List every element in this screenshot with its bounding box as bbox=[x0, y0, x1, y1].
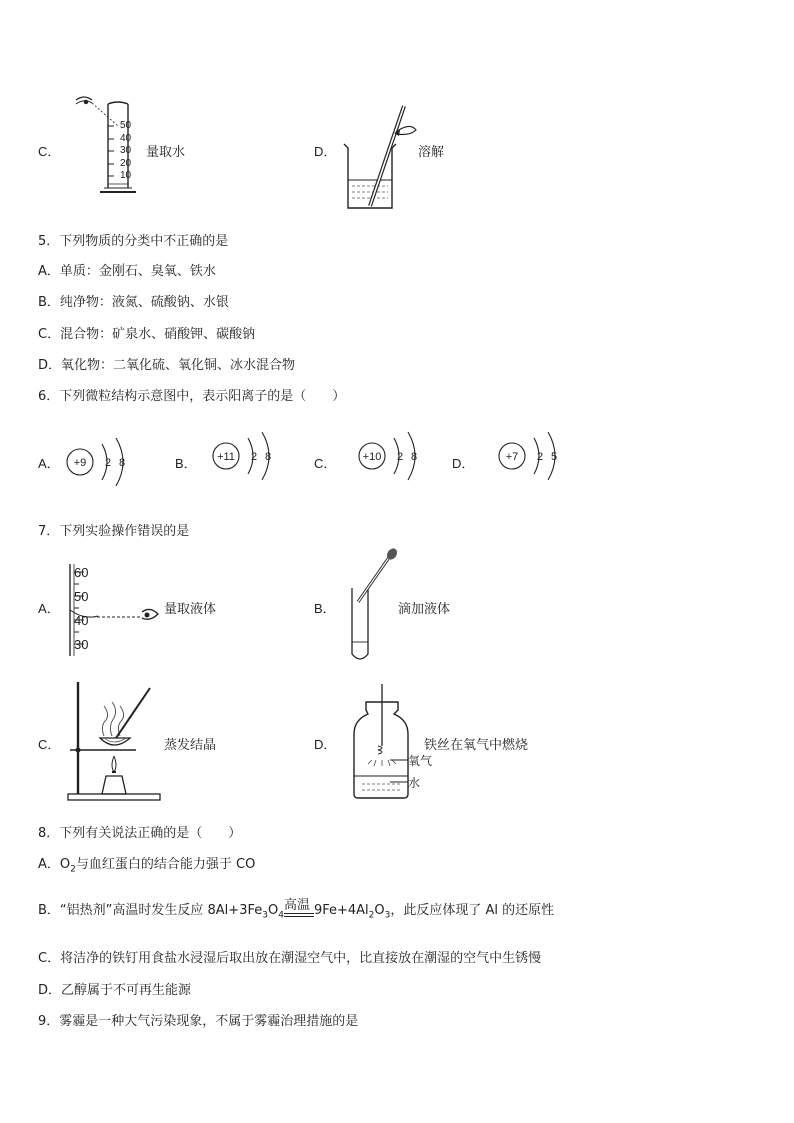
q7-c-letter: C． bbox=[38, 737, 61, 752]
callout-lines bbox=[390, 758, 410, 788]
nucleus-charge: +10 bbox=[362, 451, 382, 463]
q8-b-text: O bbox=[267, 903, 279, 918]
q4-d-caption: 溶解 bbox=[418, 145, 445, 160]
q5-stem: 5．下列物质的分类中不正确的是 bbox=[38, 234, 229, 249]
q7-stem: 7．下列实验操作错误的是 bbox=[38, 524, 190, 539]
tick-label: 50 bbox=[74, 589, 89, 604]
subscript: 2 bbox=[70, 864, 76, 875]
q6-stem: 6．下列微粒结构示意图中，表示阳离子的是（ ） bbox=[38, 389, 346, 404]
q4-c-letter: C． bbox=[38, 144, 61, 159]
shell-electrons: 2 bbox=[537, 451, 544, 463]
shell-electrons: 8 bbox=[265, 451, 272, 463]
shell-electrons: 2 bbox=[397, 451, 404, 463]
nucleus-charge: +7 bbox=[505, 451, 519, 463]
q8-option-b bbox=[38, 899, 554, 921]
shell-electrons: 2 bbox=[105, 457, 112, 469]
shell-electrons: 2 bbox=[251, 451, 258, 463]
q8-option-d: D．乙醇属于不可再生能源 bbox=[38, 983, 192, 998]
q6-b-letter: B． bbox=[175, 456, 197, 471]
label-oxygen: 氧气 bbox=[408, 754, 433, 768]
shell-electrons: 8 bbox=[411, 451, 418, 463]
atom-structure-a bbox=[62, 430, 132, 494]
q5-option-d: D．氧化物：二氧化硫、氧化铜、冰水混合物 bbox=[38, 358, 296, 373]
tick-label: 40 bbox=[120, 133, 132, 144]
q7-d-letter: D． bbox=[314, 737, 337, 752]
evaporation-stand-figure bbox=[64, 678, 164, 806]
q8-option-a bbox=[38, 853, 255, 875]
q5-option-a: A．单质：金刚石、臭氧、铁水 bbox=[38, 264, 216, 279]
q4-d-letter: D． bbox=[314, 144, 337, 159]
graduated-cylinder-figure bbox=[70, 92, 150, 202]
tick-label: 50 bbox=[120, 120, 132, 131]
tick-label: 20 bbox=[120, 158, 132, 169]
shell-electrons: 5 bbox=[551, 451, 558, 463]
tick-label: 60 bbox=[74, 565, 89, 580]
q7-a-caption: 量取液体 bbox=[164, 602, 217, 617]
q8-b-text: 9Fe+4Al bbox=[313, 903, 369, 918]
tick-label: 40 bbox=[74, 613, 89, 628]
q7-c-caption: 蒸发结晶 bbox=[164, 738, 217, 753]
subscript: 2 bbox=[368, 910, 375, 921]
label-water: 水 bbox=[408, 776, 421, 790]
atom-structure-d bbox=[494, 424, 564, 488]
q8-option-c: C．将洁净的铁钉用食盐水浸湿后取出放在潮湿空气中，比直接放在潮湿的空气中生锈慢 bbox=[38, 951, 542, 966]
eye-icon bbox=[76, 97, 92, 104]
q6-d-letter: D． bbox=[452, 456, 475, 471]
q6-a-letter: A． bbox=[38, 456, 60, 471]
atom-structure-b bbox=[208, 424, 278, 488]
q4-c-caption: 量取水 bbox=[146, 145, 186, 160]
tick-label: 10 bbox=[120, 170, 132, 181]
q8-a-text: 与血红蛋白的结合能力强于 CO bbox=[75, 857, 256, 872]
nucleus-charge: +11 bbox=[217, 451, 235, 463]
subscript: 3 bbox=[262, 910, 268, 921]
beaker-stir-figure bbox=[340, 100, 420, 212]
q5-option-c: C．混合物：矿泉水、硝酸钾、碳酸钠 bbox=[38, 327, 256, 342]
dropper-testtube-figure bbox=[340, 546, 400, 666]
q8-b-text: B．“铝热剂”高温时发生反应 8Al+3Fe bbox=[38, 903, 263, 918]
q8-a-text: A．O bbox=[38, 857, 71, 872]
q7-d-caption: 铁丝在氧气中燃烧 bbox=[424, 738, 529, 753]
subscript: 4 bbox=[278, 910, 284, 921]
measure-liquid-figure bbox=[62, 560, 172, 660]
q7-a-letter: A． bbox=[38, 601, 60, 616]
q9-stem: 9．雾霾是一种大气污染现象，不属于雾霾治理措施的是 bbox=[38, 1014, 359, 1029]
eye-icon bbox=[142, 609, 158, 619]
q7-b-caption: 滴加液体 bbox=[398, 602, 451, 617]
subscript: 3 bbox=[384, 910, 391, 921]
q8-b-text: O bbox=[374, 903, 385, 918]
q8-b-text: ，此反应体现了 Al 的还原性 bbox=[390, 903, 555, 918]
tick-label: 30 bbox=[74, 637, 89, 652]
nucleus-charge: +9 bbox=[73, 457, 87, 469]
atom-structure-c bbox=[354, 424, 424, 488]
q6-c-letter: C． bbox=[314, 456, 337, 471]
q7-b-letter: B． bbox=[314, 601, 336, 616]
reaction-condition: 高温 bbox=[283, 898, 310, 913]
tick-label: 30 bbox=[120, 145, 132, 156]
q8-stem: 8．下列有关说法正确的是（ ） bbox=[38, 826, 242, 841]
shell-electrons: 8 bbox=[119, 457, 126, 469]
q5-option-b: B．纯净物：液氮、硫酸钠、水银 bbox=[38, 295, 229, 310]
